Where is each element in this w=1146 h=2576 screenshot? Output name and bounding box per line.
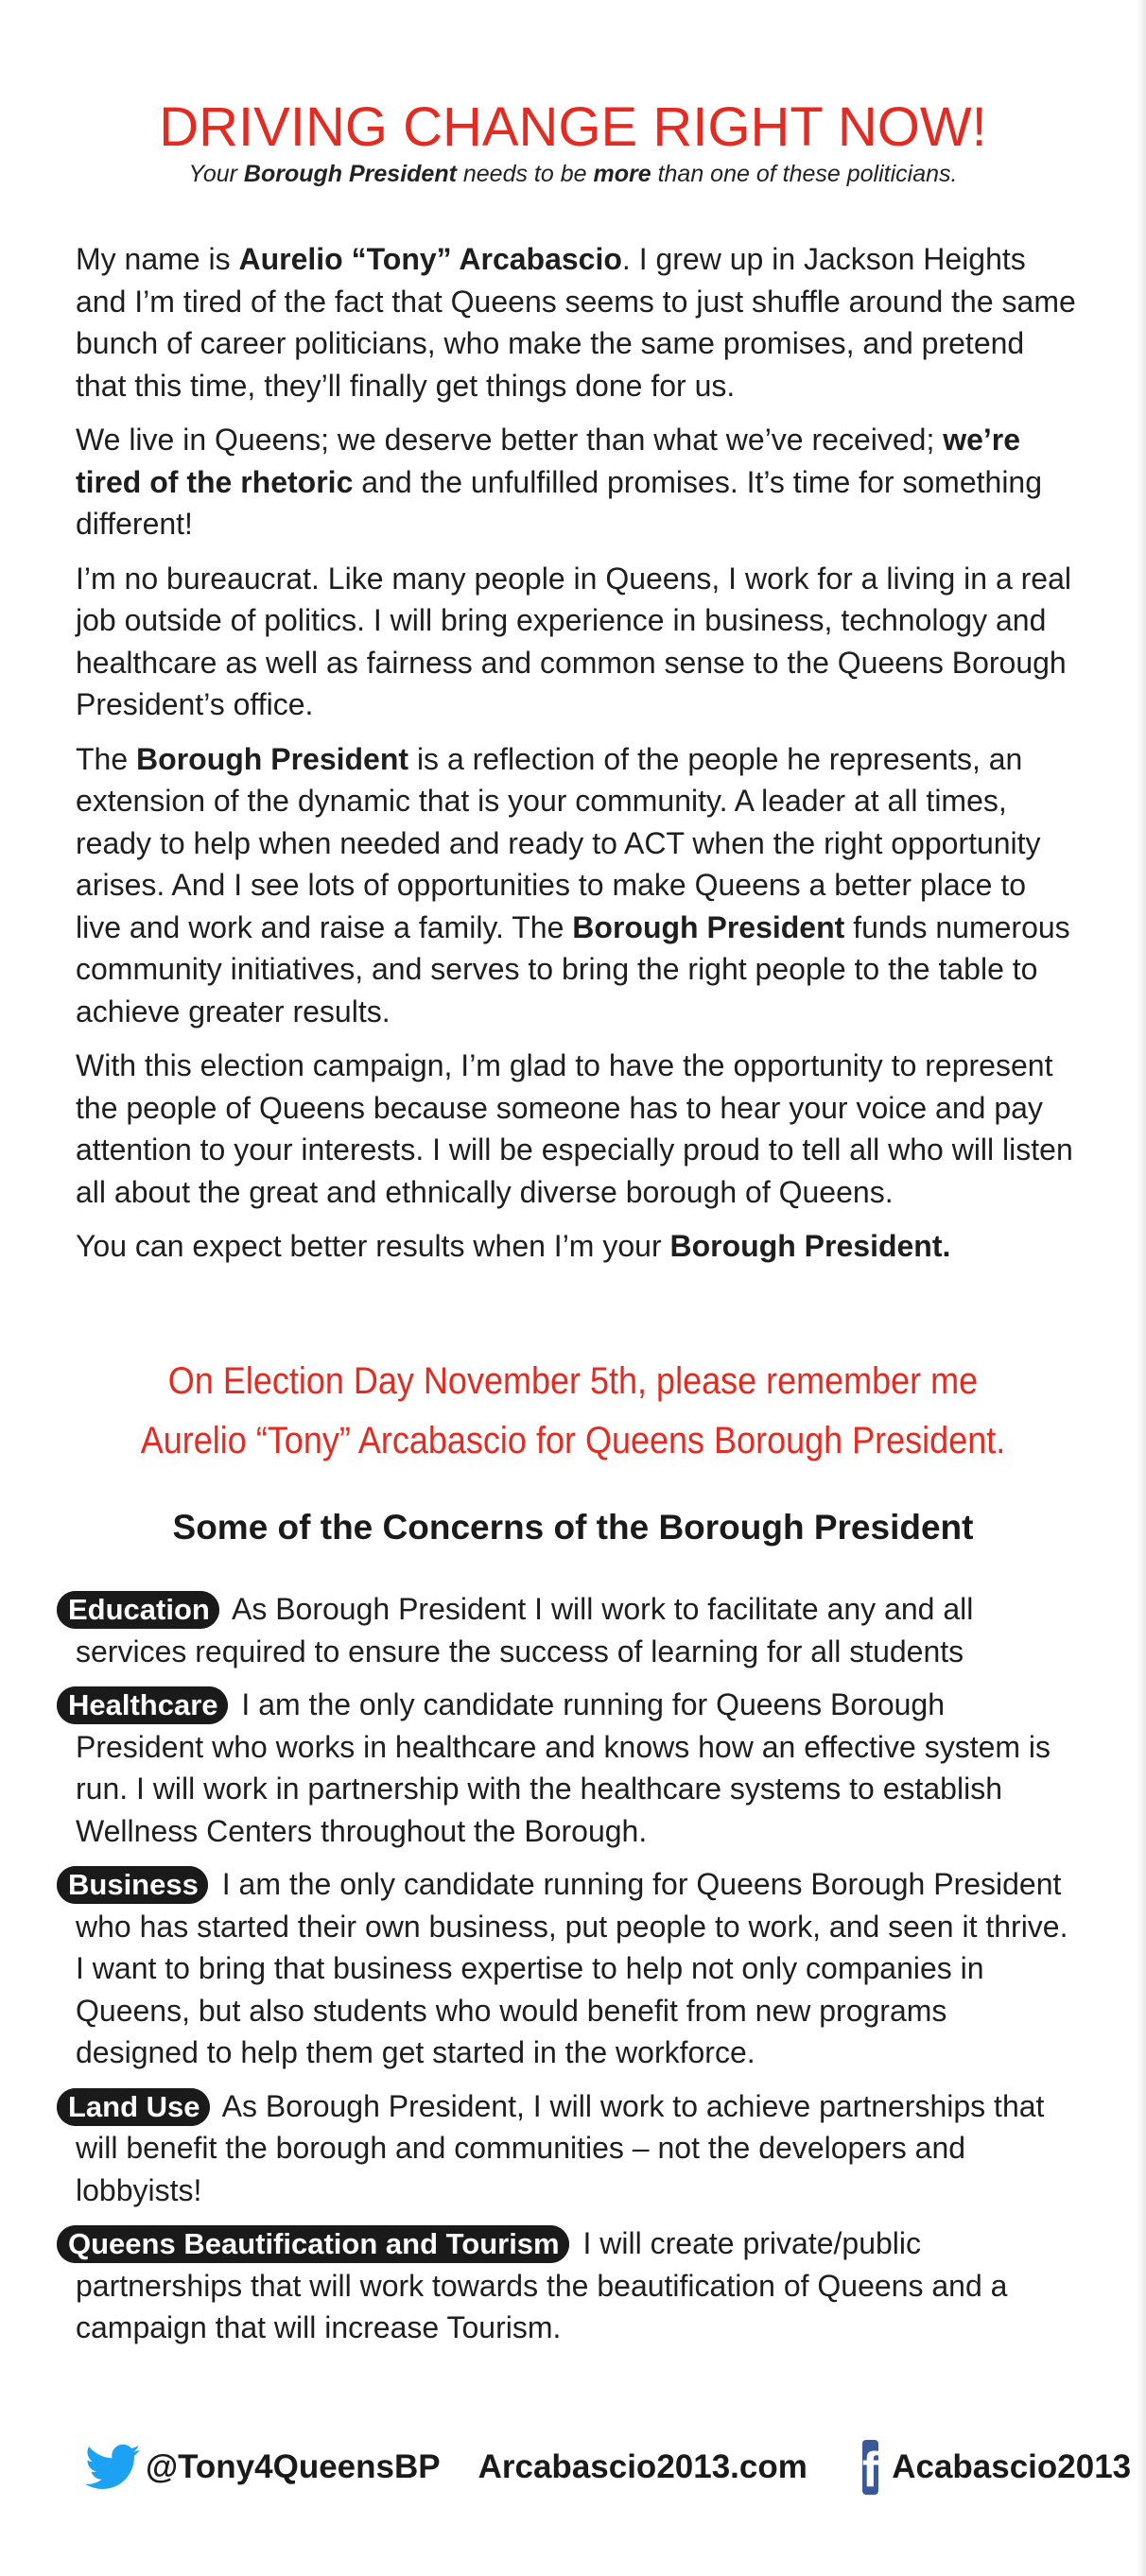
twitter-handle[interactable]: @Tony4QueensBP xyxy=(146,2448,441,2485)
concern-education xyxy=(68,1588,1078,1672)
facebook-handle[interactable]: Acabascio2013 xyxy=(892,2448,1132,2485)
concern-healthcare xyxy=(68,1684,1078,1852)
paragraph-borough-president: The Borough President is a reflection of the people he represents, an extension of the dynamic that is your community. A leader at all times, ready to help when needed and ready to ACT when the right opportunity arises. And I see lots of opportunities to make Queens a better place to live and work and raise a family. The Borough President funds numerous community initiatives, and serves to bring the right people to the table to achieve greater results. xyxy=(76,741,1070,1029)
twitter-icon xyxy=(85,2444,140,2491)
concern-label: Land Use xyxy=(57,2088,210,2126)
facebook-icon: f xyxy=(862,2440,878,2495)
concern-business xyxy=(68,1863,1078,2074)
concern-text: I am the only candidate running for Queens Borough President who has started their own business, put people to work, and seen it thrive. I want to bring that business expertise to help not only companies in Queens, but also students who would benefit from new programs designed to help them get started in the workforce. xyxy=(76,1867,1068,2069)
concern-beautification-tourism xyxy=(68,2222,1078,2349)
concern-text: I am the only candidate running for Queens Borough President who works in healthcare and knows how an effective system is run. I will work in partnership with the healthcare systems to establish Wellness Centers throughout the Borough. xyxy=(76,1687,1051,1848)
paragraph-bureaucrat: I’m no bureaucrat. Like many people in Queens, I work for a living in a real job outside of politics. I will bring experience in business, technology and healthcare as well as fairness and common sense to the Queens Borough President’s office. xyxy=(76,561,1071,721)
intro-body xyxy=(76,238,1078,1280)
concerns-list xyxy=(68,1588,1078,2360)
election-line-1: On Election Day November 5th, please remember me xyxy=(167,1360,979,1402)
concern-land-use xyxy=(68,2085,1078,2212)
concern-text: As Borough President, I will work to achieve partnerships that will benefit the borough and communities – not the developers and lobbyists! xyxy=(76,2088,1045,2207)
contact-footer xyxy=(85,2439,1132,2498)
concern-text: As Borough President I will work to facilitate any and all services required to ensure the success of learning for all students xyxy=(76,1592,974,1668)
election-line-2: Aurelio “Tony” Arcabascio for Queens Borough President. xyxy=(140,1420,1006,1461)
website-link[interactable]: Arcabascio2013.com xyxy=(478,2448,807,2485)
headline: DRIVING CHANGE RIGHT NOW! xyxy=(159,96,987,158)
election-reminder xyxy=(58,1352,1089,1471)
concerns-title: Some of the Concerns of the Borough President xyxy=(172,1508,974,1547)
concern-label: Healthcare xyxy=(57,1686,228,1724)
concern-label: Business xyxy=(57,1866,208,1904)
concern-text: I will create private/public partnerships that will work towards the beautification of Queens and a campaign that will increase Tourism. xyxy=(76,2226,1008,2344)
paragraph-campaign: With this election campaign, I’m glad to have the opportunity to represent the people of Queens because someone has to hear your voice and pay attention to your interests. I will be especially proud to tell all who will listen all about the great and ethnically diverse borough of Queens. xyxy=(76,1048,1073,1209)
concern-label: Queens Beautification and Tourism xyxy=(57,2225,569,2263)
paragraph-intro: My name is Aurelio “Tony” Arcabascio. I grew up in Jackson Heights and I’m tired of the fact that Queens seems to just shuffle around the same bunch of career politicians, who make the same promises, and pretend that this time, they’ll finally get things done for us. xyxy=(76,242,1076,403)
subheadline: Your Borough President needs to be more than one of these politicians. xyxy=(188,161,958,187)
paragraph-queens: We live in Queens; we deserve better than what we’ve received; we’re tired of the rhetoric and the unfulfilled promises. It’s time for something different! xyxy=(76,423,1043,541)
concern-label: Education xyxy=(57,1591,219,1629)
paragraph-expect: You can expect better results when I’m your Borough President. xyxy=(76,1229,951,1263)
